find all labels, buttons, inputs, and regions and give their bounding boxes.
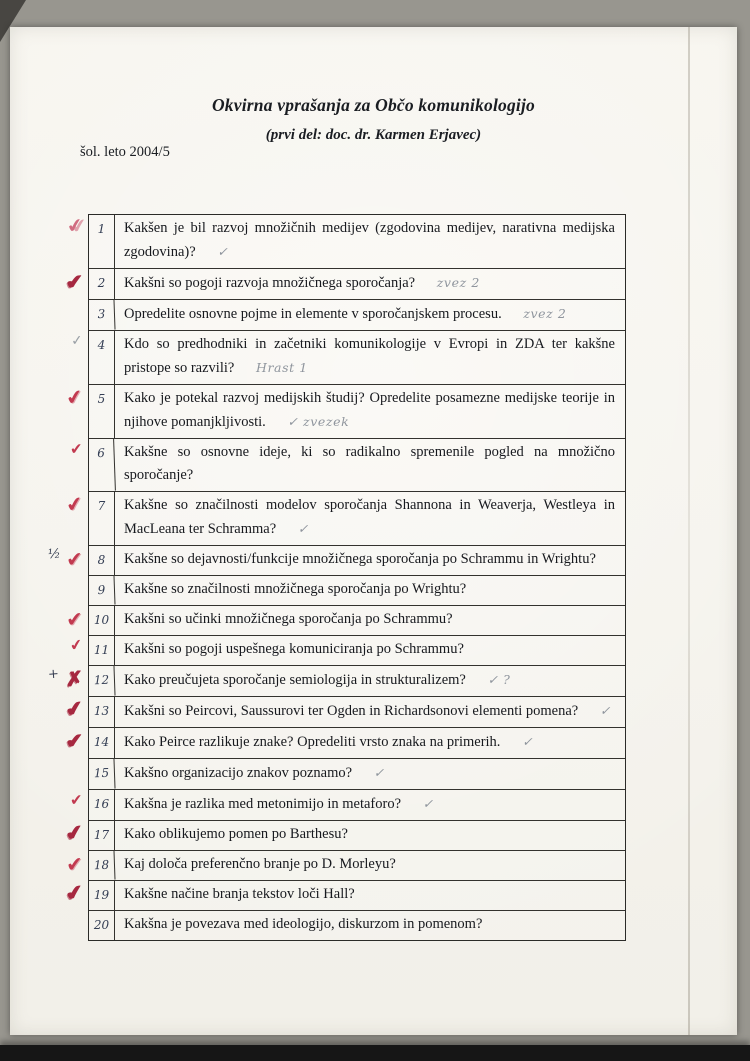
margin-annotation bbox=[27, 697, 83, 728]
checkmark-icon: ✔ bbox=[64, 269, 84, 295]
handwritten-note: ✓ bbox=[422, 796, 434, 811]
checkmark-icon: ✔ bbox=[65, 606, 84, 632]
question-number: 16 bbox=[89, 790, 115, 820]
question-number: 5 bbox=[89, 385, 115, 438]
question-row bbox=[70, 331, 625, 385]
margin-annotation bbox=[27, 606, 83, 636]
handwritten-note: ✓ bbox=[522, 734, 534, 749]
question-row bbox=[47, 666, 625, 697]
question-row bbox=[63, 819, 625, 851]
question-row bbox=[64, 269, 625, 300]
question-number: 13 bbox=[89, 697, 115, 727]
question-row bbox=[89, 911, 625, 940]
document-subtitle: (prvi del: doc. dr. Karmen Erjavec) bbox=[265, 127, 482, 143]
question-number: 4 bbox=[89, 331, 115, 384]
checkmark-icon: ✔ bbox=[65, 546, 84, 572]
margin-annotation bbox=[27, 492, 83, 546]
question-row bbox=[63, 695, 625, 728]
handwritten-note: ✓ bbox=[297, 521, 309, 536]
question-row bbox=[64, 383, 625, 439]
margin-annotation bbox=[27, 759, 83, 790]
question-cell bbox=[115, 911, 625, 940]
questions-table bbox=[47, 213, 626, 941]
question-row bbox=[69, 790, 625, 821]
question-text: Opredelite osnovne pojme in elemente v sporočanjskem procesu. bbox=[124, 306, 502, 322]
handwritten-margin-note: + bbox=[47, 666, 60, 683]
margin-annotation bbox=[27, 851, 83, 881]
question-text: Kakšne so značilnosti modelov sporočanja Shannona in Weaverja, Westleya in MacLeana ter Schramma? bbox=[124, 497, 615, 537]
question-cell bbox=[115, 269, 625, 299]
checkmark-icon: ✔ bbox=[69, 790, 84, 810]
question-number: 3 bbox=[88, 300, 115, 331]
question-row bbox=[68, 635, 625, 666]
school-year: šol. leto 2004/5 bbox=[80, 144, 170, 160]
question-text: Kakšna je razlika med metonimijo in metaforo? bbox=[124, 796, 402, 812]
question-text: Kakšna je povezava med ideologijo, diskurzom in pomenom? bbox=[124, 916, 483, 932]
question-text: Kdo so predhodniki in začetniki komunikologije v Evropi in ZDA ter kakšne pristope so razvili? bbox=[124, 336, 615, 376]
margin-annotation bbox=[27, 911, 83, 941]
question-text: Kako Peirce razlikuje znake? Opredeliti vrsto znaka na primerih. bbox=[124, 734, 501, 750]
margin-annotation bbox=[27, 666, 83, 697]
margin-annotation bbox=[27, 728, 83, 759]
question-text: Kakšni so pogoji razvoja množičnega sporočanja? bbox=[124, 275, 416, 291]
question-cell bbox=[115, 606, 625, 635]
handwritten-note: ✓ zvezek bbox=[287, 414, 350, 429]
question-text: Kakšne so osnovne ideje, ki so radikalno spremenile pogled na množično sporočanje? bbox=[124, 444, 615, 483]
handwritten-note: ✓ bbox=[373, 765, 385, 780]
question-row bbox=[89, 300, 625, 331]
checkmark-icon: ✔ bbox=[65, 213, 85, 239]
question-number: 18 bbox=[89, 851, 116, 881]
question-cell bbox=[115, 790, 625, 820]
checkmark-icon: ✔ bbox=[63, 879, 85, 907]
question-row bbox=[89, 576, 625, 606]
question-text: Kaj določa preferenčno branje po D. Morleyu? bbox=[124, 856, 396, 872]
paper bbox=[10, 27, 737, 1035]
question-row bbox=[65, 606, 625, 636]
question-cell bbox=[115, 851, 625, 880]
question-number: 1 bbox=[89, 215, 115, 268]
question-text: Kakšni so pogoji uspešnega komuniciranja po Schrammu? bbox=[124, 641, 464, 657]
question-cell bbox=[115, 697, 625, 727]
question-row bbox=[47, 546, 625, 576]
question-number: 8 bbox=[89, 546, 115, 575]
question-cell bbox=[115, 759, 625, 789]
question-cell bbox=[115, 300, 625, 330]
question-row bbox=[89, 759, 625, 790]
margin-annotation bbox=[27, 790, 83, 821]
checkmark-icon: ✔ bbox=[63, 695, 85, 723]
question-row bbox=[65, 851, 625, 881]
margin-annotation bbox=[27, 215, 83, 269]
checkmark-icon: ✔ bbox=[68, 635, 85, 655]
question-number: 14 bbox=[89, 728, 115, 758]
handwritten-margin-note: ½ bbox=[47, 546, 61, 563]
question-cell bbox=[115, 546, 625, 575]
margin-annotation bbox=[27, 269, 83, 300]
margin-annotation bbox=[27, 636, 83, 666]
question-cell bbox=[115, 492, 625, 545]
question-number: 15 bbox=[88, 759, 115, 790]
question-row bbox=[64, 490, 625, 546]
question-cell bbox=[115, 215, 625, 268]
question-number: 11 bbox=[89, 636, 115, 665]
margin-annotation bbox=[27, 821, 83, 851]
question-row bbox=[64, 728, 625, 759]
question-number: 19 bbox=[89, 881, 115, 910]
handwritten-note: ✓ bbox=[599, 703, 611, 718]
question-cell bbox=[115, 439, 625, 491]
question-cell bbox=[115, 331, 625, 384]
checkmark-icon: ✔ bbox=[65, 851, 84, 877]
question-number: 17 bbox=[89, 821, 115, 850]
question-cell bbox=[115, 666, 625, 696]
checkmark-icon: ✔ bbox=[64, 490, 85, 518]
checkmark-icon: ✔ bbox=[63, 819, 85, 847]
question-row bbox=[63, 879, 625, 911]
question-text: Kakšne so značilnosti množičnega sporočanja po Wrightu? bbox=[124, 581, 467, 597]
checkmark-icon: ✗ bbox=[64, 666, 84, 692]
question-text: Kakšni so Peircovi, Saussurovi ter Ogden in Richardsonovi elementi pomena? bbox=[124, 703, 579, 719]
checkmark-icon: ✓ bbox=[70, 332, 84, 350]
margin-annotation bbox=[27, 881, 83, 911]
question-cell bbox=[115, 385, 625, 438]
document-title: Okvirna vprašanja za Občo komunikologijo bbox=[211, 95, 536, 115]
question-text: Kako je potekal razvoj medijskih študij? Opredelite posamezne medijske teorije in njihove pomanjkljivosti. bbox=[124, 390, 615, 430]
question-number: 10 bbox=[89, 606, 115, 635]
question-cell bbox=[115, 881, 625, 910]
question-cell bbox=[115, 728, 625, 758]
question-cell bbox=[115, 821, 625, 850]
question-number: 12 bbox=[88, 666, 115, 697]
checkmark-icon: ✔ bbox=[64, 728, 84, 754]
handwritten-note: ✓ bbox=[217, 244, 229, 259]
handwritten-note: ✓ ? bbox=[487, 672, 511, 687]
handwritten-note: zvez 2 bbox=[436, 275, 480, 290]
question-number: 6 bbox=[88, 439, 116, 492]
handwritten-note: Hrast 1 bbox=[255, 360, 308, 375]
question-text: Kakšno organizacijo znakov poznamo? bbox=[124, 765, 353, 781]
margin-annotation bbox=[27, 331, 83, 385]
question-text: Kakšne so dejavnosti/funkcije množičnega sporočanja po Schrammu in Wrightu? bbox=[124, 551, 596, 567]
scanner-edge bbox=[0, 1045, 750, 1061]
margin-annotation bbox=[27, 385, 83, 439]
question-row bbox=[65, 213, 625, 269]
paper-crease bbox=[688, 27, 690, 1035]
checkmark-icon: ✔ bbox=[69, 439, 84, 459]
checkmark-icon: ✔ bbox=[64, 383, 85, 411]
question-text: Kako preučujeta sporočanje semiologija in strukturalizem? bbox=[124, 672, 466, 688]
handwritten-note: zvez 2 bbox=[523, 306, 567, 321]
margin-annotation bbox=[27, 546, 83, 576]
margin-annotation bbox=[27, 300, 83, 331]
question-row bbox=[69, 439, 625, 492]
question-cell bbox=[115, 576, 625, 605]
margin-annotation bbox=[27, 576, 83, 606]
margin-annotation bbox=[27, 439, 83, 492]
question-text: Kakšen je bil razvoj množičnih medijev (zgodovina medijev, narativna medijska zgodovina)? bbox=[124, 220, 615, 260]
question-text: Kakšni so učinki množičnega sporočanja po Schrammu? bbox=[124, 611, 453, 627]
question-text: Kakšne načine branja tekstov loči Hall? bbox=[124, 886, 355, 902]
question-number: 20 bbox=[89, 911, 115, 940]
question-text: Kako oblikujemo pomen po Barthesu? bbox=[124, 826, 348, 842]
question-number: 2 bbox=[89, 269, 115, 299]
question-cell bbox=[115, 636, 625, 665]
question-number: 9 bbox=[89, 576, 116, 606]
question-number: 7 bbox=[89, 492, 115, 545]
